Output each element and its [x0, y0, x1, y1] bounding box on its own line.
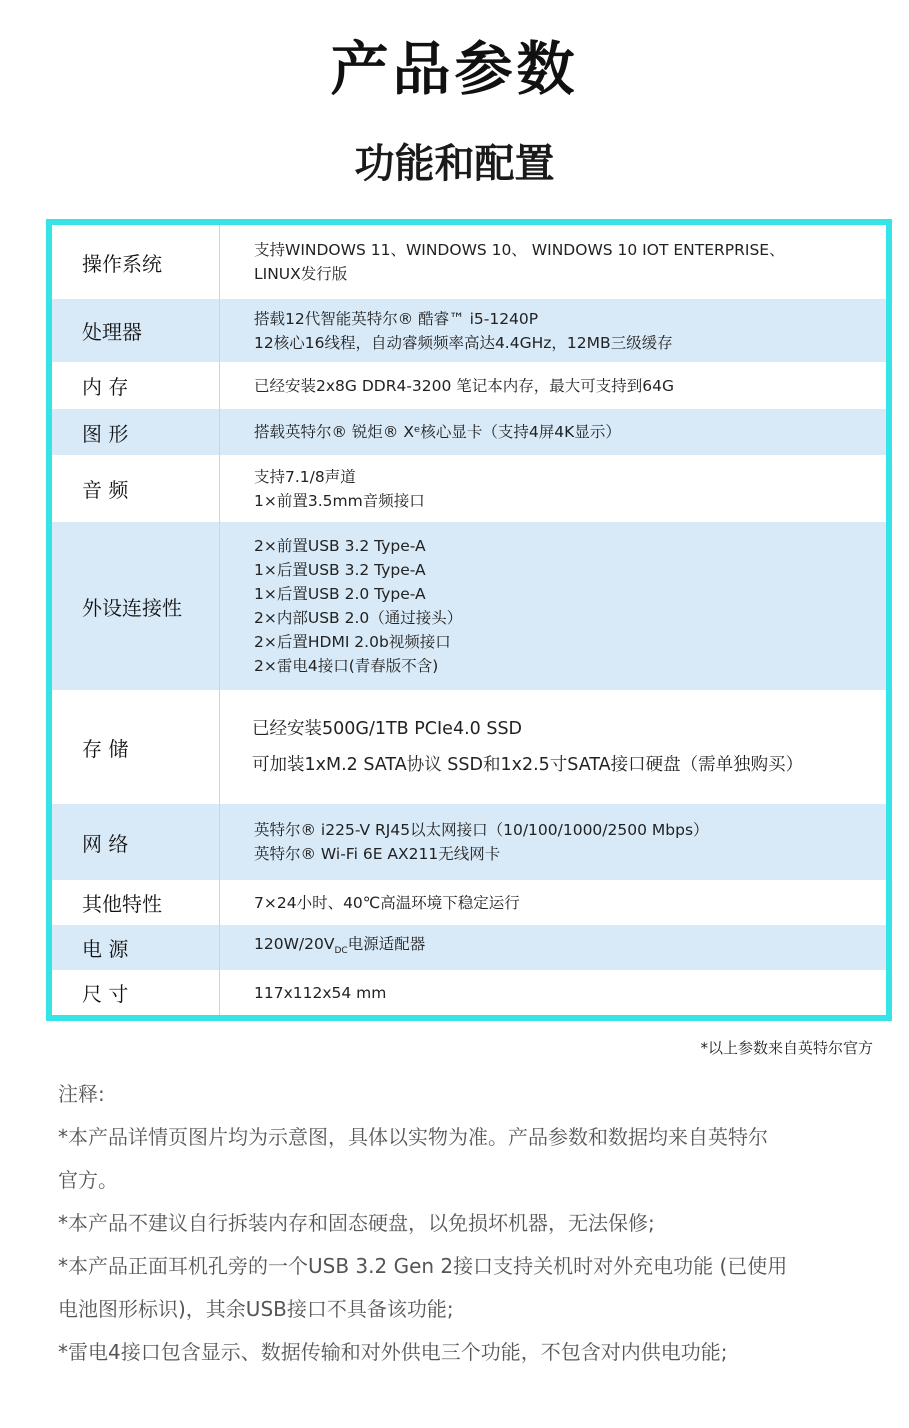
spec-line: 可加装1xM.2 SATA协议 SSD和1x2.5寸SATA接口硬盘（需单独购买）	[252, 755, 804, 775]
spec-value	[220, 690, 886, 804]
spec-value	[220, 925, 886, 970]
spec-row-memory	[52, 362, 886, 409]
spec-label: 其他特性	[52, 880, 220, 925]
spec-line: 2×前置USB 3.2 Type-A	[254, 537, 426, 555]
spec-label: 内 存	[52, 362, 220, 409]
spec-line	[254, 932, 886, 963]
page-title: 产品参数	[330, 35, 579, 103]
spec-line: 7×24小时、40℃高温环境下稳定运行	[254, 893, 520, 912]
spec-line: 支持7.1/8声道	[254, 467, 356, 486]
spec-line: 2×内部USB 2.0（通过接头）	[254, 609, 463, 627]
power-adapter-text: 电源适配器	[347, 934, 426, 953]
spec-value	[220, 299, 886, 362]
spec-row-size	[52, 970, 886, 1015]
spec-label: 外设连接性	[52, 522, 220, 690]
spec-line: 搭载12代智能英特尔® 酷睿™ i5-1240P	[254, 309, 539, 328]
spec-value	[220, 362, 886, 409]
spec-value	[220, 970, 886, 1015]
power-rating: 120W/20V	[254, 934, 335, 953]
section-title: 功能和配置	[354, 141, 555, 187]
spec-line: LINUX发行版	[254, 265, 348, 283]
note-line: *雷电4接口包含显示、数据传输和对外供电三个功能，不包含对内供电功能;	[58, 1340, 728, 1364]
spec-line: 已经安装500G/1TB PCIe4.0 SSD	[252, 719, 523, 739]
spec-line: 1×后置USB 3.2 Type-A	[254, 561, 426, 579]
notes	[58, 1073, 878, 1374]
spec-row-cpu	[52, 299, 886, 362]
spec-row-power	[52, 925, 886, 970]
spec-table	[46, 219, 892, 1021]
spec-value	[220, 225, 886, 299]
note-line: *本产品正面耳机孔旁的一个USB 3.2 Gen 2接口支持关机时对外充电功能 (已使用	[58, 1254, 788, 1278]
spec-line: 2×后置HDMI 2.0b视频接口	[254, 633, 451, 651]
spec-label: 网 络	[52, 804, 220, 880]
spec-label: 电 源	[52, 925, 220, 970]
spec-label: 处理器	[52, 299, 220, 362]
spec-line: 已经安装2x8G DDR4-3200 笔记本内存，最大可支持到64G	[254, 376, 675, 395]
note-line: *本产品不建议自行拆装内存和固态硬盘，以免损坏机器，无法保修;	[58, 1211, 655, 1235]
spec-value	[220, 522, 886, 690]
spec-line: 2×雷电4接口(青春版不含)	[254, 657, 439, 675]
spec-line: 12核心16线程，自动睿频频率高达4.4GHz，12MB三级缓存	[254, 333, 673, 352]
spec-label: 音 频	[52, 455, 220, 522]
source-note: *以上参数来自英特尔官方	[700, 1039, 873, 1057]
spec-line: 英特尔® Wi-Fi 6E AX211无线网卡	[254, 845, 501, 863]
spec-line: 支持WINDOWS 11、WINDOWS 10、 WINDOWS 10 IOT ENTERPRISE、	[254, 241, 785, 259]
spec-line: 117x112x54 mm	[254, 983, 387, 1002]
spec-value	[220, 880, 886, 925]
spec-row-graphics	[52, 409, 886, 455]
note-line: *本产品详情页图片均为示意图，具体以实物为准。产品参数和数据均来自英特尔	[58, 1125, 768, 1149]
spec-value	[220, 409, 886, 455]
spec-row-audio	[52, 455, 886, 522]
spec-value	[220, 804, 886, 880]
spec-label: 存 储	[52, 690, 220, 804]
spec-row-io	[52, 522, 886, 690]
spec-row-storage	[52, 690, 886, 804]
notes-heading: 注释:	[58, 1082, 105, 1106]
spec-line: 英特尔® i225-V RJ45以太网接口（10/100/1000/2500 Mbps）	[254, 821, 709, 839]
spec-label: 操作系统	[52, 225, 220, 299]
spec-label: 尺 寸	[52, 970, 220, 1015]
spec-label: 图 形	[52, 409, 220, 455]
note-line: 官方。	[58, 1168, 118, 1192]
spec-line: 搭载英特尔® 锐炬® Xᵉ核心显卡（支持4屏4K显示）	[254, 423, 621, 441]
spec-value	[220, 455, 886, 522]
spec-line: 1×前置3.5mm音频接口	[254, 491, 425, 510]
spec-row-os	[52, 225, 886, 299]
spec-row-network	[52, 804, 886, 880]
dc-subscript: DC	[334, 946, 348, 957]
note-line: 电池图形标识)，其余USB接口不具备该功能;	[58, 1297, 454, 1321]
spec-line: 1×后置USB 2.0 Type-A	[254, 585, 426, 603]
spec-row-other	[52, 880, 886, 925]
